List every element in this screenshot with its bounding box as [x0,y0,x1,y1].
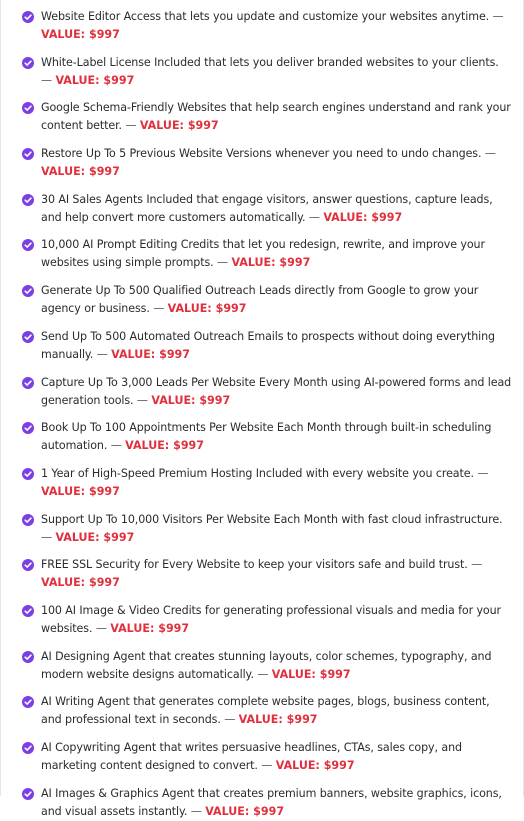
feature-separator: — [41,530,52,544]
feature-separator: — [224,713,236,727]
feature-value: VALUE: $997 [271,667,351,681]
feature-value: VALUE: $997 [323,210,403,224]
check-circle-icon [22,605,34,617]
check-circle-icon [22,422,34,434]
check-circle-icon [22,57,34,69]
feature-list [1,0,523,821]
feature-separator: — [41,73,52,87]
feature-value: VALUE: $997 [41,576,120,590]
check-circle-icon [22,559,34,571]
feature-item [41,511,513,547]
feature-text: AI Writing Agent that generates complete website pages, blogs, business content, and professional text in seconds. [41,695,490,727]
feature-text: Book Up To 100 Appointments Per Website Each Month through built-in scheduling automation. [41,421,492,453]
feature-item [41,785,513,821]
check-circle-icon [22,331,34,343]
feature-item [41,602,513,638]
feature-text: Website Editor Access that lets you update and customize your websites anytime. [41,10,490,23]
feature-value: VALUE: $997 [41,484,120,498]
check-circle-icon [22,788,34,800]
feature-item [41,282,513,318]
feature-separator: — [217,256,229,270]
feature-text: 30 AI Sales Agents Included that engage visitors, answer questions, capture leads, and help convert more customers automatically. [41,192,493,224]
feature-item [41,8,513,44]
feature-value: VALUE: $997 [55,530,135,544]
feature-separator: — [96,347,108,361]
feature-separator: — [261,759,273,772]
feature-text: White-Label License Included that lets you deliver branded websites to your clients. [41,55,499,69]
feature-separator: — [492,10,504,23]
feature-value: VALUE: $997 [55,73,135,87]
feature-value: VALUE: $997 [139,119,219,133]
feature-value: VALUE: $997 [205,804,285,818]
feature-text: 10,000 AI Prompt Editing Credits that let you redesign, rewrite, and improve your websites using simple prompts. [41,238,485,270]
feature-item [41,374,513,410]
feature-separator: — [136,393,148,407]
feature-item [41,236,513,272]
feature-separator: — [308,210,320,224]
check-circle-icon [22,742,34,754]
feature-item [41,328,513,364]
check-circle-icon [22,239,34,251]
feature-text: AI Designing Agent that creates stunning layouts, color schemes, typography, and modern website designs automatically. [41,649,492,681]
feature-separator: — [153,302,165,316]
feature-value: VALUE: $997 [111,347,190,361]
check-circle-icon [22,377,34,389]
feature-text: Restore Up To 5 Previous Website Versions whenever you need to undo changes. [41,147,482,161]
feature-item [41,465,513,501]
feature-separator: — [484,147,496,161]
feature-text: Capture Up To 3,000 Leads Per Website Every Month using AI-powered forms and lead generation tools. [41,375,512,407]
feature-text: Send Up To 500 Automated Outreach Emails to prospects without doing everything manually. [41,329,495,361]
feature-text: FREE SSL Security for Every Website to keep your visitors safe and build trust. [41,558,468,572]
feature-separator: — [95,621,107,635]
feature-item [41,739,513,775]
feature-value: VALUE: $997 [231,256,311,270]
feature-separator: — [471,558,483,572]
feature-separator: — [110,439,122,453]
check-circle-icon [22,285,34,297]
check-circle-icon [22,194,34,206]
feature-value: VALUE: $997 [151,393,231,407]
feature-value: VALUE: $997 [238,713,318,727]
feature-value: VALUE: $997 [125,439,204,453]
feature-item [41,99,513,135]
feature-text: 100 AI Image & Video Credits for generating professional visuals and media for your websites. [41,603,501,635]
check-circle-icon [22,102,34,114]
feature-text: AI Images & Graphics Agent that creates premium banners, website graphics, icons, and visual assets instantly. [41,786,502,818]
feature-item [41,191,513,227]
feature-value: VALUE: $997 [41,28,120,41]
feature-text: Support Up To 10,000 Visitors Per Website Each Month with fast cloud infrastructure. [41,512,503,526]
feature-separator: — [257,667,269,681]
check-circle-icon [22,651,34,663]
feature-item [41,648,513,684]
feature-separator: — [477,466,489,480]
feature-value: VALUE: $997 [167,302,247,316]
feature-value: VALUE: $997 [275,759,355,772]
feature-value: VALUE: $997 [110,621,190,635]
feature-text: 1 Year of High-Speed Premium Hosting Included with every website you create. [41,466,474,480]
check-circle-icon [22,11,34,23]
feature-item [41,54,513,90]
feature-text: Google Schema-Friendly Websites that help search engines understand and rank your content better. [41,101,511,133]
check-circle-icon [22,468,34,480]
feature-value: VALUE: $997 [41,165,120,179]
feature-separator: — [125,119,137,133]
feature-item [41,556,513,592]
feature-item [41,419,513,455]
check-circle-icon [22,696,34,708]
feature-text: AI Copywriting Agent that writes persuasive headlines, CTAs, sales copy, and marketing content designed to convert. [41,741,462,772]
feature-text: Generate Up To 500 Qualified Outreach Leads directly from Google to grow your agency or business. [41,284,479,316]
feature-item [41,693,513,729]
feature-item [41,145,513,181]
feature-separator: — [190,804,202,818]
check-circle-icon [22,148,34,160]
check-circle-icon [22,514,34,526]
